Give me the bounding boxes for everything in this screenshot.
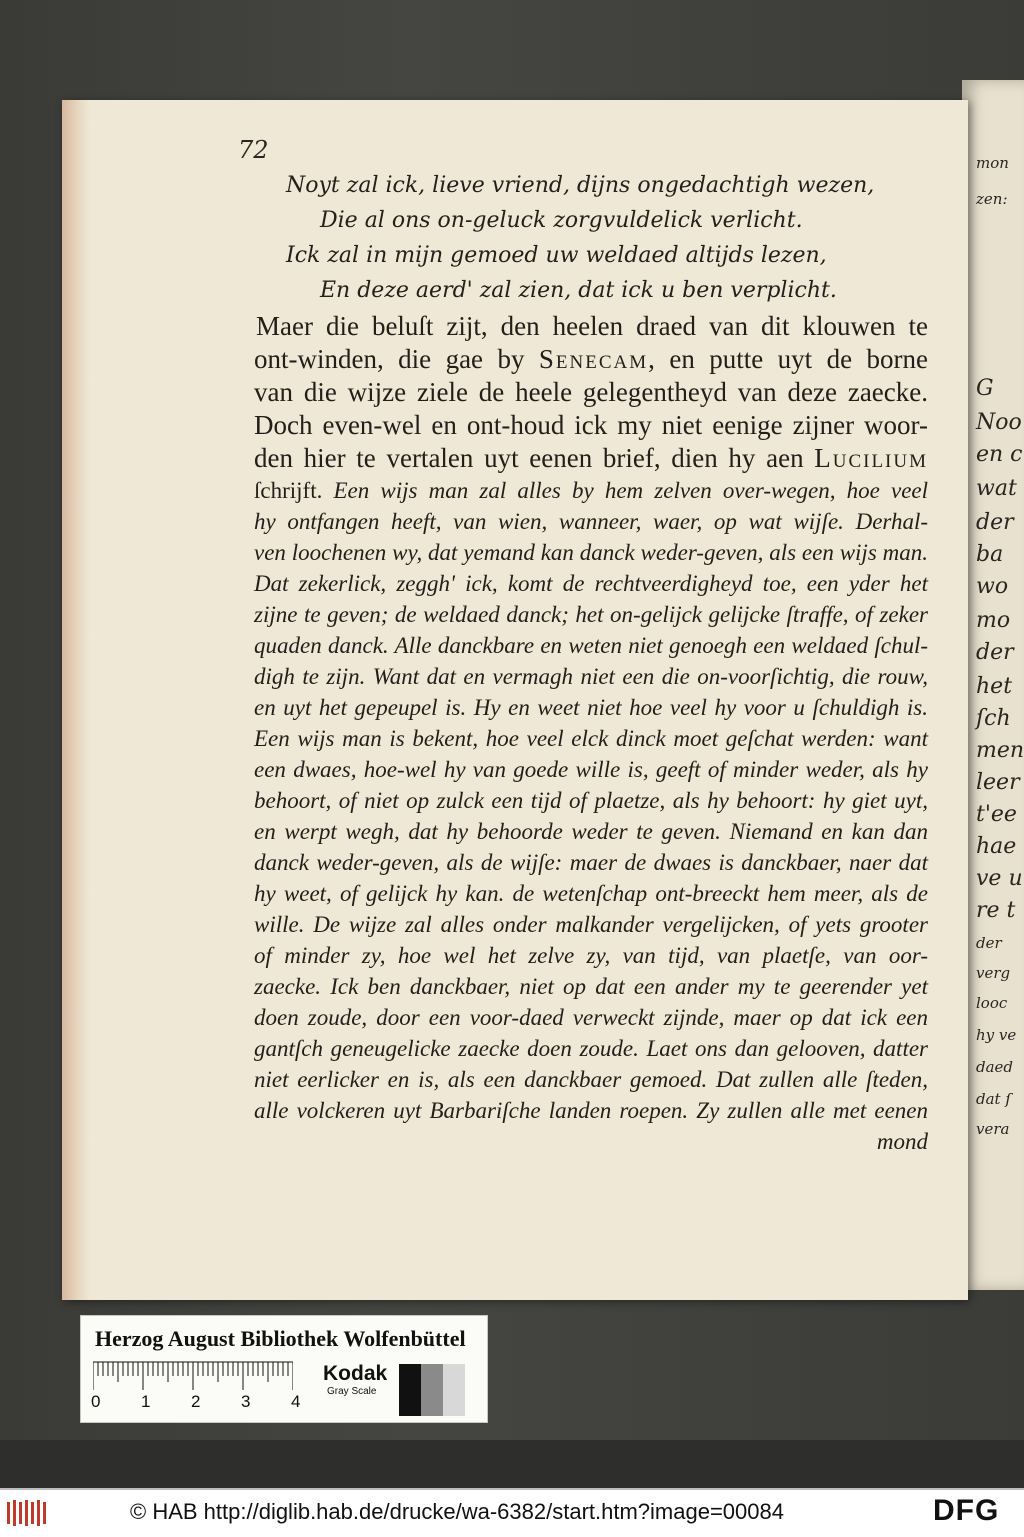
kodak-brand: Kodak	[323, 1362, 388, 1385]
text-line: digh te zijn. Want dat en vermagh niet een die on-voorſichtig, die rouw,	[254, 664, 928, 689]
facing-page-text: der	[976, 510, 1014, 535]
gray-swatch-black	[399, 1364, 421, 1416]
text-line: wille. De wijze zal alles onder malkander vergelijcken, of yets grooter	[254, 912, 928, 937]
gray-swatch-mid	[421, 1364, 443, 1416]
body-paragraph	[254, 310, 928, 1157]
text-line: den hier te vertalen uyt eenen brief, dien hy aen Lucilium	[254, 443, 928, 473]
text-line: Dat zekerlick, zeggh' ick, komt de rechtveerdigheyd toe, een yder het	[254, 571, 928, 596]
text-line: hy ontfangen heeft, van wien, wanneer, waer, op wat wijſe. Derhal-	[254, 509, 928, 534]
text-line: of minder zy, hoe wel het zelve zy, van tijd, van plaetſe, van oor-	[254, 943, 928, 968]
credit-link[interactable]: © HAB http://diglib.hab.de/drucke/wa-6382/start.htm?image=00084	[130, 1499, 784, 1524]
facing-page-text: het	[976, 674, 1013, 699]
color-scale-card	[80, 1315, 488, 1423]
facing-page-text: re t	[976, 898, 1016, 923]
ruler-number: 2	[191, 1392, 201, 1411]
text-italic: Een wijs man zal alles by hem zelven over-wegen, hoe veel	[333, 478, 929, 503]
facing-page-text: der	[976, 640, 1014, 665]
facing-page-text: Noo	[976, 410, 1022, 435]
poem-stanza	[286, 168, 875, 308]
poem-line: En deze aerd' zal zien, dat ick u ben verplicht.	[320, 278, 837, 303]
facing-page-text: G	[976, 376, 994, 401]
text-line: gantſch geneugelicke zaecke doen zoude. Laet ons dan gelooven, datter	[254, 1036, 928, 1061]
facing-page-text: vera	[976, 1120, 1010, 1138]
facing-page-text: mon	[976, 154, 1009, 172]
facing-page-text: wo	[976, 574, 1009, 599]
text-line: niet eerlicker en is, als een danckbaer gemoed. Dat zullen alle ſteden,	[254, 1067, 928, 1092]
text-roman: ſchrijft.	[254, 478, 323, 503]
page-gutter-edge	[62, 100, 90, 1300]
card-title: Herzog August Bibliothek Wolfenbüttel	[95, 1326, 466, 1351]
facing-page-text: wat	[976, 476, 1017, 501]
text-line: zijne te geven; de weldaed danck; het on-gelijck gelijcke ſtraffe, of zeker	[254, 602, 928, 627]
facing-page-text: zen:	[976, 190, 1008, 208]
facing-page-text: hy ve	[976, 1026, 1017, 1044]
dfg-logo: DFG	[933, 1494, 1000, 1527]
facing-page-text: ve u	[976, 866, 1023, 891]
poem-line: Noyt zal ick, lieve vriend, dijns ongedachtigh wezen,	[286, 173, 875, 198]
facing-page-text: daed	[976, 1058, 1014, 1076]
text-line: Een wijs man is bekent, hoe veel elck dinck moet geſchat werden: want	[254, 726, 928, 751]
facing-page-text: verg	[976, 964, 1011, 982]
text-line: quaden danck. Alle danckbare en weten niet genoegh een weldaed ſchul-	[254, 633, 928, 658]
text-line: een dwaes, hoe-wel hy van goede wille is, geeft of minder weder, als hy	[254, 757, 928, 782]
text-line: doen zoude, door een voor-daed verweckt zijnde, maer op dat ick een	[254, 1005, 928, 1030]
text-line: Doch even-wel en ont-houd ick my niet eenige zijner woor-	[254, 410, 928, 440]
text-line	[254, 475, 928, 506]
ruler-scale	[93, 1360, 293, 1390]
text-line: en uyt het gepeupel is. Hy en weet niet hoe veel hy voor u ſchuldigh is.	[254, 695, 928, 720]
facing-page-text: ba	[976, 542, 1004, 567]
italic-quote-block	[254, 506, 928, 1126]
facing-page-text: hae	[976, 834, 1017, 859]
text-line: hy weet, of gelijck hy kan. de wetenſchap ont-breeckt hem meer, als de	[254, 881, 928, 906]
facing-page-text: der	[976, 934, 1002, 952]
text-line: danck weder-geven, als de wijſe: maer de dwaes is danckbaer, naer dat	[254, 850, 928, 875]
facing-page-text: men	[976, 738, 1024, 763]
gray-scale-label: Gray Scale	[327, 1386, 377, 1397]
text-line: van die wijze ziele de heele gelegentheyd van deze zaecke.	[254, 377, 928, 407]
ruler-number: 0	[91, 1392, 101, 1411]
facing-page-text: ſch	[976, 706, 1011, 731]
facing-page-text: en c	[976, 442, 1023, 467]
gray-swatch-light	[443, 1364, 465, 1416]
facing-page-edge	[962, 80, 1024, 1290]
ruler-number: 1	[141, 1392, 151, 1411]
hab-logo-icon	[6, 1498, 48, 1528]
poem-line: Ick zal in mijn gemoed uw weldaed altijds lezen,	[286, 243, 827, 268]
text-line: en werpt wegh, dat hy behoorde weder te geven. Niemand en kan dan	[254, 819, 928, 844]
text-line: ont-winden, die gae by Senecam, en putte uyt de borne	[254, 344, 928, 374]
text-line: Maer die beluſt zijt, den heelen draed van dit klouwen te	[256, 311, 928, 341]
facing-page-text: dat ſ	[976, 1090, 1011, 1108]
catchword: mond	[876, 1129, 928, 1154]
ruler-number: 3	[241, 1392, 251, 1411]
facing-page-text: mo	[976, 608, 1011, 633]
text-line: behoort, of niet op zulck een tijd of plaetze, als hy behoort: hy giet uyt,	[254, 788, 928, 813]
text-line: zaecke. Ick ben danckbaer, niet op dat een ander my te geerender yet	[254, 974, 928, 999]
poem-line: Die al ons on-geluck zorgvuldelick verlicht.	[320, 208, 803, 233]
ruler-number: 4	[291, 1392, 301, 1411]
text-line: alle volckeren uyt Barbariſche landen roepen. Zy zullen alle met eenen	[254, 1098, 928, 1123]
facing-page-text: t'ee	[976, 802, 1017, 827]
text-line: ven loochenen wy, dat yemand kan danck weder-geven, als een wijs man.	[254, 540, 928, 565]
facing-page-text: looc	[976, 994, 1008, 1012]
page-number: 72	[238, 136, 269, 164]
facing-page-text: leer	[976, 770, 1020, 795]
